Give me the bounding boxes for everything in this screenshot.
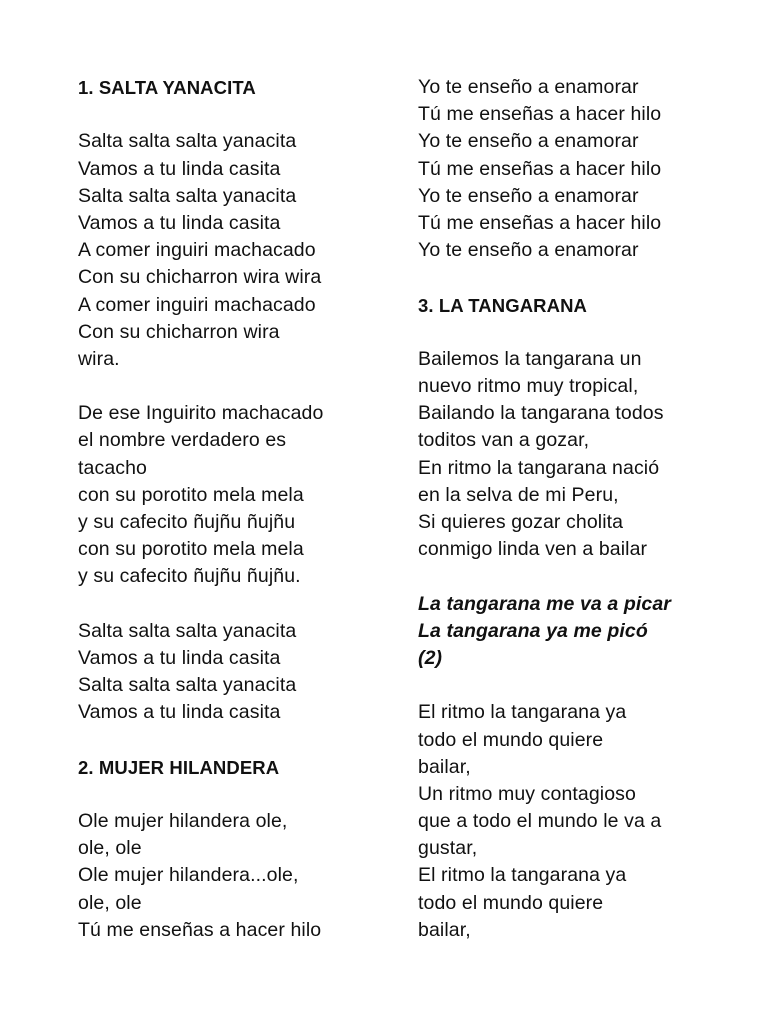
chorus-line: La tangarana me va a picar <box>418 592 671 615</box>
lyric-line: Ole mujer hilandera ole, <box>78 810 288 833</box>
lyric-line: Salta salta salta yanacita <box>78 184 297 207</box>
lyric-line: Bailando la tangarana todos <box>418 402 664 425</box>
stanza <box>78 618 378 727</box>
spacer <box>78 727 378 754</box>
lyric-line: toditos van a gozar, <box>418 429 590 452</box>
lyric-line: Si quieres gozar cholita <box>418 511 624 533</box>
lyric-line: Yo te enseño a enamorar <box>418 130 639 153</box>
lyric-line: Con su chicharron wira <box>78 320 280 343</box>
lyric-line: Salta salta salta yanacita <box>78 130 297 153</box>
lyric-line: que a todo el mundo le va a <box>418 810 662 833</box>
lyric-line: Yo te enseño a enamorar <box>418 239 639 262</box>
lyric-line: y su cafecito ñujñu ñujñu. <box>78 565 301 588</box>
spacer <box>418 264 738 291</box>
stanza <box>78 808 378 944</box>
chorus <box>418 591 738 673</box>
spacer <box>78 373 378 400</box>
lyric-line: Vamos a tu linda casita <box>78 646 281 669</box>
stanza <box>78 128 378 373</box>
lyric-line: ole, ole <box>78 891 142 914</box>
lyric-line: De ese Inguirito machacado <box>78 402 324 425</box>
song-title-mujer-hilandera: 2. MUJER HILANDERA <box>78 756 280 778</box>
lyric-line: El ritmo la tangarana ya <box>418 864 627 887</box>
lyric-line: Salta salta salta yanacita <box>78 674 297 697</box>
stanza <box>418 699 738 944</box>
lyric-line: wira. <box>78 347 120 370</box>
lyric-line: ole, ole <box>78 837 142 860</box>
lyric-line: todo el mundo quiere <box>418 728 604 751</box>
lyric-line: Vamos a tu linda casita <box>78 701 281 724</box>
lyric-line: nuevo ritmo muy tropical, <box>418 375 639 398</box>
lyric-line: Vamos a tu linda casita <box>78 157 281 180</box>
right-column <box>418 74 738 944</box>
chorus-line: (2) <box>418 646 443 669</box>
lyric-line: Con su chicharron wira wira <box>78 266 322 289</box>
lyric-line: Tú me enseñas a hacer hilo <box>418 211 662 234</box>
lyric-line: y su cafecito ñujñu ñujñu <box>78 511 296 533</box>
lyric-line: En ritmo la tangarana nació <box>418 456 660 479</box>
lyric-line: Yo te enseño a enamorar <box>418 76 639 98</box>
spacer <box>78 101 378 128</box>
song-title-salta-yanacita: 1. SALTA YANACITA <box>78 77 256 98</box>
spacer <box>418 319 738 346</box>
lyric-line: gustar, <box>418 837 478 860</box>
lyric-line: todo el mundo quiere <box>418 891 604 914</box>
spacer <box>78 591 378 618</box>
lyric-line: bailar, <box>418 918 471 941</box>
lyric-line: Tú me enseñas a hacer hilo <box>418 157 662 180</box>
lyric-line: tacacho <box>78 456 147 479</box>
lyric-line: Tú me enseñas a hacer hilo <box>418 103 662 126</box>
lyric-line: Bailemos la tangarana un <box>418 347 642 370</box>
song-title-la-tangarana: 3. LA TANGARANA <box>418 294 588 316</box>
lyric-line: con su porotito mela mela <box>78 538 304 561</box>
stanza <box>418 346 738 564</box>
lyric-line: A comer inguiri machacado <box>78 239 316 262</box>
lyric-line: Salta salta salta yanacita <box>78 619 297 642</box>
lyric-line: Yo te enseño a enamorar <box>418 184 639 207</box>
lyric-line: conmigo linda ven a bailar <box>418 538 648 561</box>
lyric-line: el nombre verdadero es <box>78 429 287 452</box>
chorus-line: La tangarana ya me picó <box>418 619 648 642</box>
lyric-line: con su porotito mela mela <box>78 483 304 506</box>
lyric-line: El ritmo la tangarana ya <box>418 701 627 724</box>
lyric-line: Tú me enseñas a hacer hilo <box>78 918 322 941</box>
lyric-line: Ole mujer hilandera...ole, <box>78 864 299 887</box>
lyric-line: Vamos a tu linda casita <box>78 211 281 234</box>
lyric-line: Un ritmo muy contagioso <box>418 782 636 805</box>
spacer <box>78 781 378 808</box>
stanza <box>78 400 378 590</box>
spacer <box>418 563 738 590</box>
lyric-line: A comer inguiri machacado <box>78 293 316 316</box>
spacer <box>418 672 738 699</box>
lyric-line: bailar, <box>418 755 471 778</box>
stanza <box>418 74 738 264</box>
left-column <box>78 74 378 944</box>
lyric-line: en la selva de mi Peru, <box>418 483 619 506</box>
